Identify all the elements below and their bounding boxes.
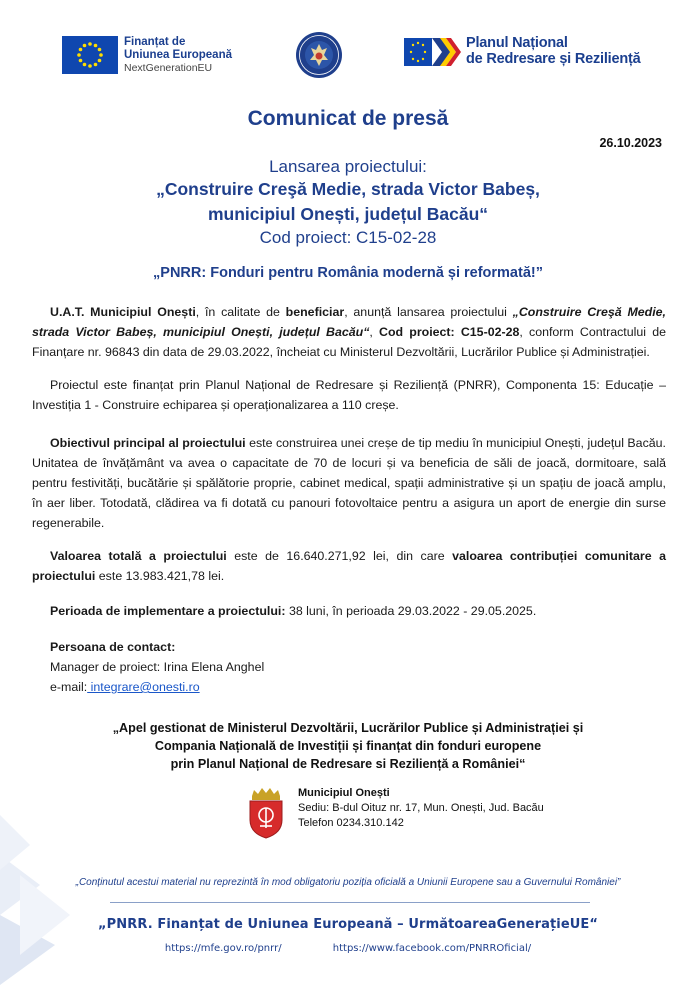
pnrr-logo <box>404 36 641 68</box>
footer-disclaimer: „Conținutul acestui material nu reprezintă în mod obligatoriu poziția oficială a Uniunii Europene sau a Guvernului României” <box>75 877 621 888</box>
text-run: , în calitate de <box>195 305 286 319</box>
municipality-name: Municipiul Onești <box>298 787 390 799</box>
project-name-inline: „Construire Creşă Medie, strada Victor Babeș, municipiul Onești, județul Bacău“ <box>32 305 667 339</box>
footer-links <box>0 943 696 954</box>
mfe-link[interactable]: https://mfe.gov.ro/pnrr/ <box>164 943 282 954</box>
paragraph-intro <box>32 302 666 362</box>
project-heading <box>0 156 696 248</box>
contact-manager: Manager de proiect: Irina Elena Anghel <box>50 660 265 674</box>
eu-logo-line2: Uniunea Europeană <box>124 49 232 62</box>
footer-divider <box>110 902 590 903</box>
beneficiary-name: U.A.T. Municipiul Onești <box>50 305 196 319</box>
release-date: 26.10.2023 <box>599 136 662 150</box>
contact-heading: Persoana de contact: <box>50 640 176 654</box>
contact-block <box>50 637 264 697</box>
appeal-line3: prin Planul Național de Redresare si Reziliență a României“ <box>170 757 526 771</box>
objective-label: Obiectivul principal al proiectului <box>50 436 246 450</box>
project-name-line1: „Construire Creşă Medie, strada Victor Babeș, <box>156 179 540 199</box>
eu-logo-line3: NextGenerationEU <box>124 62 213 75</box>
text-run: este de 16.640.271,92 lei, din care <box>226 549 453 563</box>
text-run: este construirea unei creșe de tip mediu în municipiul Onești, județul Bacău. Unitatea de învățământ va avea o capacitate de 70 de locuri și va beneficia de săli de joacă, dormitoare, sală pentru festivități, bucătărie și spălătorie proprie, cabinet medical, spații administrative și un spațiu de joacă amplu, în aer liber. Totodată, clădirea va fi dotată cu panouri fotovoltaice pentru a asigura un aport de energie din surse regenerabile. <box>32 436 666 530</box>
text-run: , conform Contractului de Finanțare nr. 96843 din data de 29.03.2022, încheiat cu Ministerul Dezvoltării, Lucrărilor Publice și Administrației. <box>32 325 666 359</box>
pnrr-flag-arrow-icon <box>404 36 462 68</box>
page-title: Comunicat de presă <box>247 107 449 130</box>
romanian-government-seal-icon <box>294 30 344 80</box>
period-label: Perioada de implementare a proiectului: <box>50 604 286 618</box>
header-logos <box>0 30 696 86</box>
onesti-coat-of-arms-icon <box>244 786 288 840</box>
eu-flag-icon <box>62 36 118 74</box>
community-contribution-label: valoarea contribuției comunitare a proiectului <box>32 549 666 583</box>
footer-tagline: „PNRR. Finanțat de Uniunea Europeană – UrmătoareaGenerațieUE“ <box>97 917 599 932</box>
appeal-line2: Compania Națională de Investiții și finanțat din fonduri europene <box>154 739 542 753</box>
pnrr-logo-line1: Planul Național <box>466 35 568 52</box>
project-name-line2: municipiul Onești, județul Bacău“ <box>207 204 489 224</box>
eu-logo-line1: Finanțat de <box>124 36 186 48</box>
email-link[interactable]: integrare@onesti.ro <box>87 680 200 694</box>
decorative-footer-shape <box>0 815 120 985</box>
slogan: „PNRR: Fonduri pentru România modernă și reformată!” <box>153 265 543 281</box>
total-value-label: Valoarea totală a proiectului <box>50 549 227 563</box>
municipality-block <box>244 786 544 840</box>
eu-logo <box>62 36 232 75</box>
municipality-address: Sediu: B-dul Oituz nr. 17, Mun. Onești, Jud. Bacău <box>298 802 544 814</box>
paragraph-period <box>32 601 666 621</box>
project-code-inline: Cod proiect: C15-02-28 <box>379 325 520 339</box>
text-run: Proiectul este finanțat prin Planul Național de Redresare și Reziliență (PNRR), Componenta 15: Educație – Investiția 1 - Construire echiparea și operaționalizarea a 110 creșe. <box>32 378 666 412</box>
paragraph-funding <box>32 375 666 415</box>
text-run: , anunță lansarea proiectului <box>344 305 513 319</box>
project-code: Cod proiect: C15-02-28 <box>259 228 437 247</box>
email-label: e-mail: <box>50 680 88 694</box>
paragraph-value <box>32 546 666 586</box>
pnrr-logo-line2: de Redresare și Reziliență <box>466 51 641 67</box>
facebook-link[interactable]: https://www.facebook.com/PNRROficial/ <box>332 943 532 954</box>
paragraph-objective <box>32 433 666 533</box>
municipality-phone: Telefon 0234.310.142 <box>298 817 404 829</box>
text-run: 38 luni, în perioada 29.03.2022 - 29.05.2025. <box>285 604 537 618</box>
appeal-line1: „Apel gestionat de Ministerul Dezvoltării, Lucrărilor Publice și Administrației și <box>112 721 584 735</box>
beneficiary-label: beneficiar <box>285 305 345 319</box>
text-run: este 13.983.421,78 lei. <box>95 569 225 583</box>
project-lead: Lansarea proiectului: <box>269 157 427 176</box>
appeal-statement <box>0 719 696 773</box>
text-run: , <box>369 325 379 339</box>
